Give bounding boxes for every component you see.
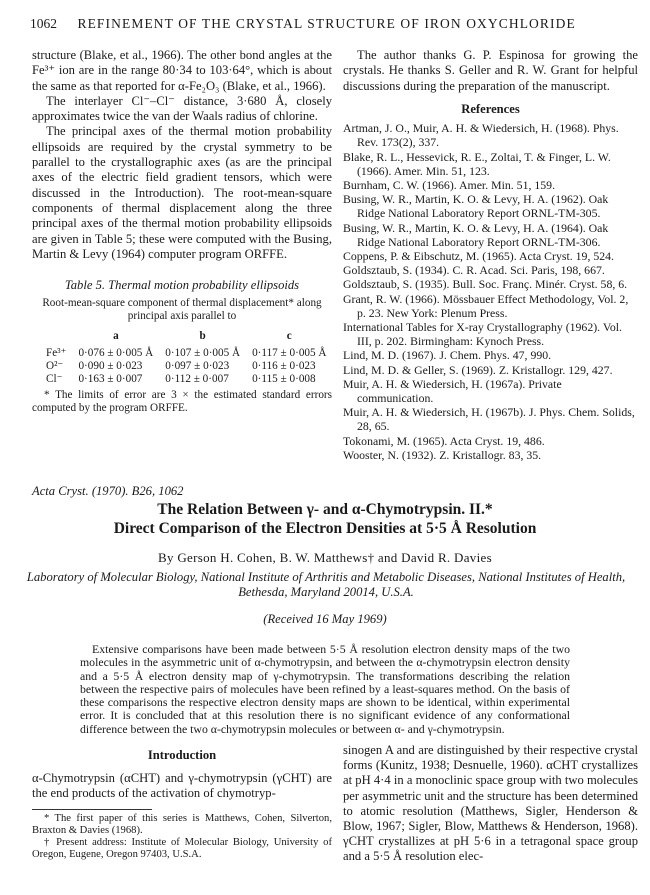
- reference-item: Busing, W. R., Martin, K. O. & Levy, H. A. (1964). Oak Ridge National Laboratory Report ORNL-TM-306.: [343, 220, 609, 249]
- table-header-row: [40, 329, 332, 346]
- title-line: Direct Comparison of the Electron Densities at 5·5 Å Resolution: [113, 520, 537, 537]
- journal-reference: Acta Cryst. (1970). B26, 1062: [32, 484, 184, 498]
- table-caption: Table 5. Thermal motion probability ellipsoids: [64, 278, 300, 293]
- page-number: 1062: [30, 16, 57, 31]
- ion-cell: O²⁻: [46, 359, 64, 372]
- reference-item: Goldsztaub, S. (1934). C. R. Acad. Sci. Paris, 198, 667.: [343, 263, 605, 278]
- intro-right-column: [343, 743, 638, 865]
- left-column: [32, 48, 332, 415]
- reference-item: Blake, R. L., Hessevick, R. E., Zoltai, T. & Finger, L. W. (1966). Amer. Min. 51, 123.: [343, 149, 611, 178]
- reference-item: Tokonami, M. (1965). Acta Cryst. 19, 486.: [343, 433, 545, 448]
- body-paragraph: structure (Blake, et al., 1966). The other bond angles at the Fe³⁺ ion are in the range 80·34 to 103·64°, which is about the same as that reported for α-Fe₂O₃ (Blake, et al., 1966).: [32, 48, 332, 93]
- value-cell: 0·116 ± 0·023: [252, 359, 316, 372]
- value-cell: 0·107 ± 0·005 Å: [165, 346, 241, 359]
- reference-item: Artman, J. O., Muir, A. H. & Wiedersich, H. (1968). Phys. Rev. 173(2), 337.: [343, 121, 619, 150]
- footnote: † Present address: Institute of Molecular Biology, University of Oregon, Eugene, Oregon 97403, U.S.A.: [32, 837, 332, 861]
- thermal-table: [40, 329, 332, 385]
- authors: By Gerson H. Cohen, B. W. Matthews† and David R. Davies: [158, 550, 492, 565]
- running-title: REFINEMENT OF THE CRYSTAL STRUCTURE OF IRON OXYCHLORIDE: [77, 16, 576, 31]
- reference-item: International Tables for X-ray Crystallography (1962). Vol. III, p. 202. Birmingham: Kynoch Press.: [343, 320, 622, 349]
- acknowledgement: The author thanks G. P. Espinosa for growing the crystals. He thanks S. Geller and R. W. Grant for helpful discussions during the preparation of the manuscript.: [343, 48, 638, 93]
- body-paragraph: The principal axes of the thermal motion probability ellipsoids are required by the crystal symmetry to be parallel to the crystallographic axes (as are the principal axes of the electric field gradient tensors, which were discussed in the Introduction). The root-mean-square components of thermal displacement along the three principal axes of the thermal motion probability ellipsoids are given in Table 5; these were computed with the Busing, Martin & Levy (1964) computer program ORFFE.: [32, 124, 332, 261]
- intro-heading: Introduction: [147, 748, 217, 762]
- title-line: The Relation Between γ- and α-Chymotrypsin. II.*: [157, 501, 493, 518]
- reference-item: Muir, A. H. & Wiedersich, H. (1967a). Private communication.: [343, 376, 562, 406]
- reference-item: Lind, M. D. (1967). J. Chem. Phys. 47, 990.: [343, 348, 552, 363]
- footnote: * The first paper of this series is Matthews, Cohen, Silverton, Braxton & Davies (1968).: [32, 812, 332, 836]
- received-date: (Received 16 May 1969): [263, 612, 387, 626]
- reference-list: [343, 121, 638, 462]
- reference-item: Grant, R. W. (1966). Mössbauer Effect Methodology, Vol. 2, p. 23. New York: Plenum Press.: [343, 291, 629, 320]
- table-header-cell: [40, 329, 72, 346]
- table-header-cell: b: [199, 330, 206, 343]
- reference-item: Coppens, P. & Eibschutz, M. (1965). Acta Cryst. 19, 524.: [343, 249, 614, 264]
- table-row: [40, 360, 332, 373]
- table-row: [40, 373, 332, 386]
- reference-item: Wooster, N. (1932). Z. Kristallogr. 83, 35.: [343, 447, 542, 462]
- value-cell: 0·090 ± 0·023: [78, 359, 143, 372]
- affiliation: Laboratory of Molecular Biology, National Institute of Arthritis and Metabolic Diseases, National Institutes of Health, Bethesda, Maryland 20014, U.S.A.: [26, 570, 626, 599]
- value-cell: 0·112 ± 0·007: [165, 372, 229, 385]
- body-paragraph: sinogen A and are distinguished by their respective crystal forms (Kunitz, 1938; Desnuelle, 1960). αCHT crystallizes at pH 4·4 in a monoclinic space group with two molecules per asymmetric unit and the structure has been determined to atomic resolution (Matthews, Sigler, Henderson & Blow, 1967; Sigler, Blow, Matthews & Henderson, 1968). γCHT crystallizes at pH 5·6 in a tetragonal space group and a 5·5 Å resolution elec-: [343, 743, 638, 864]
- body-paragraph: The interlayer Cl⁻–Cl⁻ distance, 3·680 Å, closely approximates twice the van der Waals radius of chlorine.: [32, 93, 332, 124]
- right-column: [343, 48, 638, 462]
- ion-cell: Fe³⁺: [46, 346, 67, 359]
- reference-item: Goldsztaub, S. (1935). Bull. Soc. Franç. Minér. Cryst. 58, 6.: [343, 277, 628, 292]
- reference-item: Burnham, C. W. (1966). Amer. Min. 51, 159.: [343, 178, 556, 192]
- body-paragraph: α-Chymotrypsin (αCHT) and γ-chymotrypsin (γCHT) are the end products of the activation of chymotryp-: [32, 771, 332, 801]
- value-cell: 0·163 ± 0·007: [78, 372, 143, 385]
- table-row: [40, 347, 332, 360]
- footnote-divider: [32, 809, 152, 810]
- reference-item: Busing, W. R., Martin, K. O. & Levy, H. A. (1962). Oak Ridge National Laboratory Report ORNL-TM-305.: [343, 192, 609, 221]
- intro-left-column: [32, 748, 332, 861]
- reference-item: Muir, A. H. & Wiedersich, H. (1967b). J. Phys. Chem. Solids, 28, 65.: [343, 405, 635, 434]
- value-cell: 0·117 ± 0·005 Å: [252, 346, 327, 359]
- value-cell: 0·076 ± 0·005 Å: [78, 346, 154, 359]
- value-cell: 0·115 ± 0·008: [252, 372, 316, 385]
- running-header: [30, 16, 630, 32]
- value-cell: 0·097 ± 0·023: [165, 359, 230, 372]
- table-footnote: * The limits of error are 3 × the estimated standard errors computed by the program ORFFE.: [32, 388, 332, 414]
- article-title: [40, 500, 610, 538]
- table-header-cell: c: [286, 330, 292, 343]
- table-header-cell: a: [113, 330, 119, 343]
- ion-cell: Cl⁻: [46, 372, 63, 385]
- abstract: Extensive comparisons have been made between 5·5 Å resolution electron density maps of the two molecules in the asymmetric unit of α-chymotrypsin, and between the α-chymotrypsin electron density and a 5·5 Å electron density map of γ-chymotrypsin. The transformations describing the relation between the respective pairs of molecules have been refined by a least-squares method. On the basis of these comparisons the respective electron density maps are shown to be identical, within experimental error. It is concluded that at this resolution there is no significant evidence of any conformational difference between the two α-chymotrypsin molecules or between α- and γ-chymotrypsin.: [80, 642, 570, 736]
- reference-item: Lind, M. D. & Geller, S. (1969). Z. Kristallogr. 129, 427.: [343, 362, 613, 377]
- table-subtitle: Root-mean-square component of thermal displacement* along principal axis parallel to: [42, 297, 322, 323]
- references-heading: References: [461, 101, 520, 116]
